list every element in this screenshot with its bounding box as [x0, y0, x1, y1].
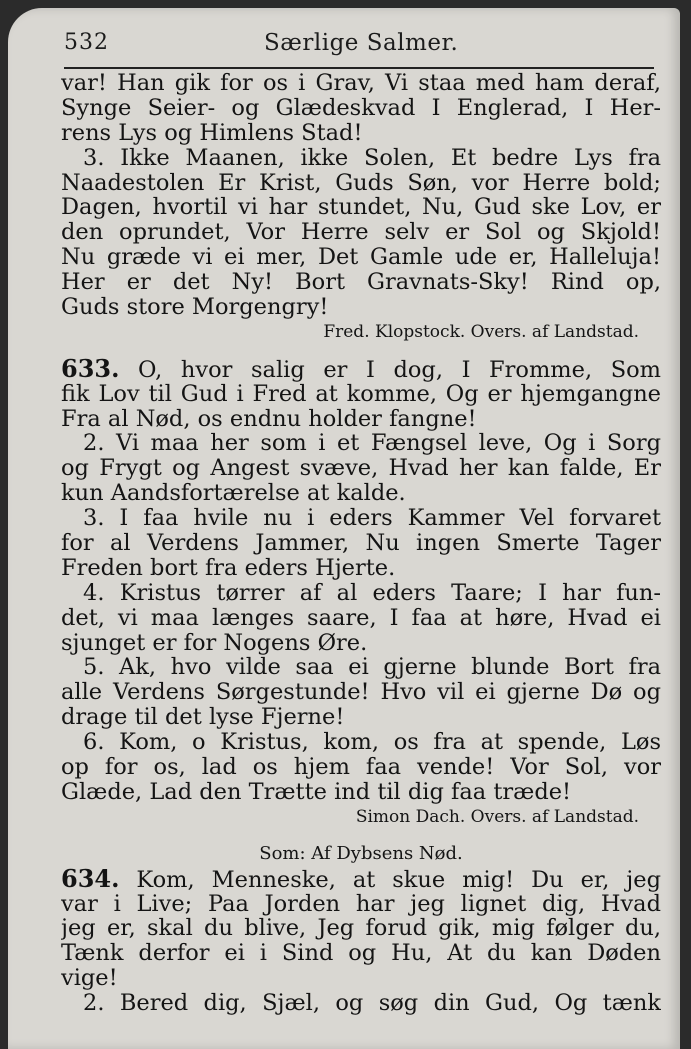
verse-line: Freden bort fra eders Hjerte. [61, 555, 396, 581]
melody-note: Som: Af Dybsens Nød. [259, 842, 463, 864]
header-rule [64, 67, 654, 69]
verse-line: sjunget er for Nogens Øre. [61, 630, 368, 656]
verse-line: 3. Ikke Maanen, ikke Solen, Et bedre Lys fra [83, 145, 661, 171]
hymn-number: 633. [61, 356, 120, 382]
verse-line: fik Lov til Gud i Fred at komme, Og er hjemgangne [61, 381, 661, 407]
verse-line: jeg er, skal du blive, Jeg forud gik, mig følger du, [61, 916, 661, 942]
verse-line: 3. I faa hvile nu i eders Kammer Vel forvaret [83, 506, 661, 532]
page-body [61, 71, 661, 1016]
hymn-gap [61, 830, 661, 842]
verse-line: Kom, Menneske, at skue mig! Du er, jeg [136, 866, 661, 892]
verse-line: 5. Ak, hvo vilde saa ei gjerne blunde Bort fra [83, 655, 661, 681]
verse-line: Naadestolen Er Krist, Guds Søn, vor Herre bold; [61, 170, 661, 196]
book-page [8, 8, 680, 1049]
hymn-number: 634. [61, 866, 120, 892]
verse-line: Dagen, hvortil vi har stundet, Nu, Gud ske Lov, er [61, 195, 661, 221]
hymn-first-line [61, 357, 661, 382]
verse-line: for al Verdens Jammer, Nu ingen Smerte Tager [61, 531, 661, 556]
text-line: rens Lys og Himlens Stad! [61, 120, 363, 146]
running-title: Særlige Salmer. [264, 30, 459, 56]
verse-line: den oprundet, Vor Herre selv er Sol og Skjold! [61, 220, 661, 246]
verse-line: Glæde, Lad den Trætte ind til dig faa træde! [61, 779, 572, 805]
text-line: Synge Seier- og Glædeskvad I Englerad, I Her- [61, 95, 661, 121]
verse-line: det, vi maa længes saare, I faa at høre, Hvad ei [61, 605, 661, 631]
page-number: 532 [64, 30, 109, 55]
verse-line: Guds store Morgengry! [61, 295, 329, 320]
verse-line: alle Verdens Sørgestunde! Hvo vil ei gjerne Dø og [61, 680, 661, 706]
verse-line: kun Aandsfortærelse at kalde. [61, 481, 406, 507]
verse-line: op for os, lad os hjem faa vende! Vor Sol, vor [61, 755, 661, 780]
verse-line: Her er det Ny! Bort Gravnats-Sky! Rind op, [61, 270, 661, 296]
verse-line: Fra al Nød, os endnu holder fangne! [61, 406, 477, 432]
verse-line: 2. Bered dig, Sjæl, og søg din Gud, Og tænk [83, 991, 661, 1016]
hymn-first-line [61, 867, 661, 892]
verse-line: 4. Kristus tørrer af al eders Taare; I har fun- [83, 580, 661, 606]
verse-line: Nu græde vi ei mer, Det Gamle ude er, Halleluja! [61, 245, 661, 271]
verse-line: drage til det lyse Fjerne! [61, 705, 345, 731]
page-header [64, 30, 664, 64]
verse-line: 6. Kom, o Kristus, kom, os fra at spende, Løs [83, 730, 661, 756]
verse-line: vige! [61, 966, 118, 992]
verse-line: og Frygt og Angest svæve, Hvad her kan falde, Er [61, 456, 661, 482]
verse-line: var i Live; Paa Jorden har jeg lignet dig, Hvad [61, 891, 661, 917]
text-line: var! Han gik for os i Grav, Vi staa med ham deraf, [61, 71, 661, 96]
verse-line: 2. Vi maa her som i et Fængsel leve, Og i Sorg [83, 431, 661, 457]
hymn-attribution: Fred. Klopstock. Overs. af Landstad. [323, 321, 639, 342]
hymn-gap [61, 345, 661, 357]
verse-line: O, hvor salig er I dog, I Fromme, Som [138, 356, 661, 382]
verse-line: Tænk derfor ei i Sind og Hu, At du kan Døden [61, 941, 661, 967]
hymn-attribution: Simon Dach. Overs. af Landstad. [355, 806, 639, 827]
